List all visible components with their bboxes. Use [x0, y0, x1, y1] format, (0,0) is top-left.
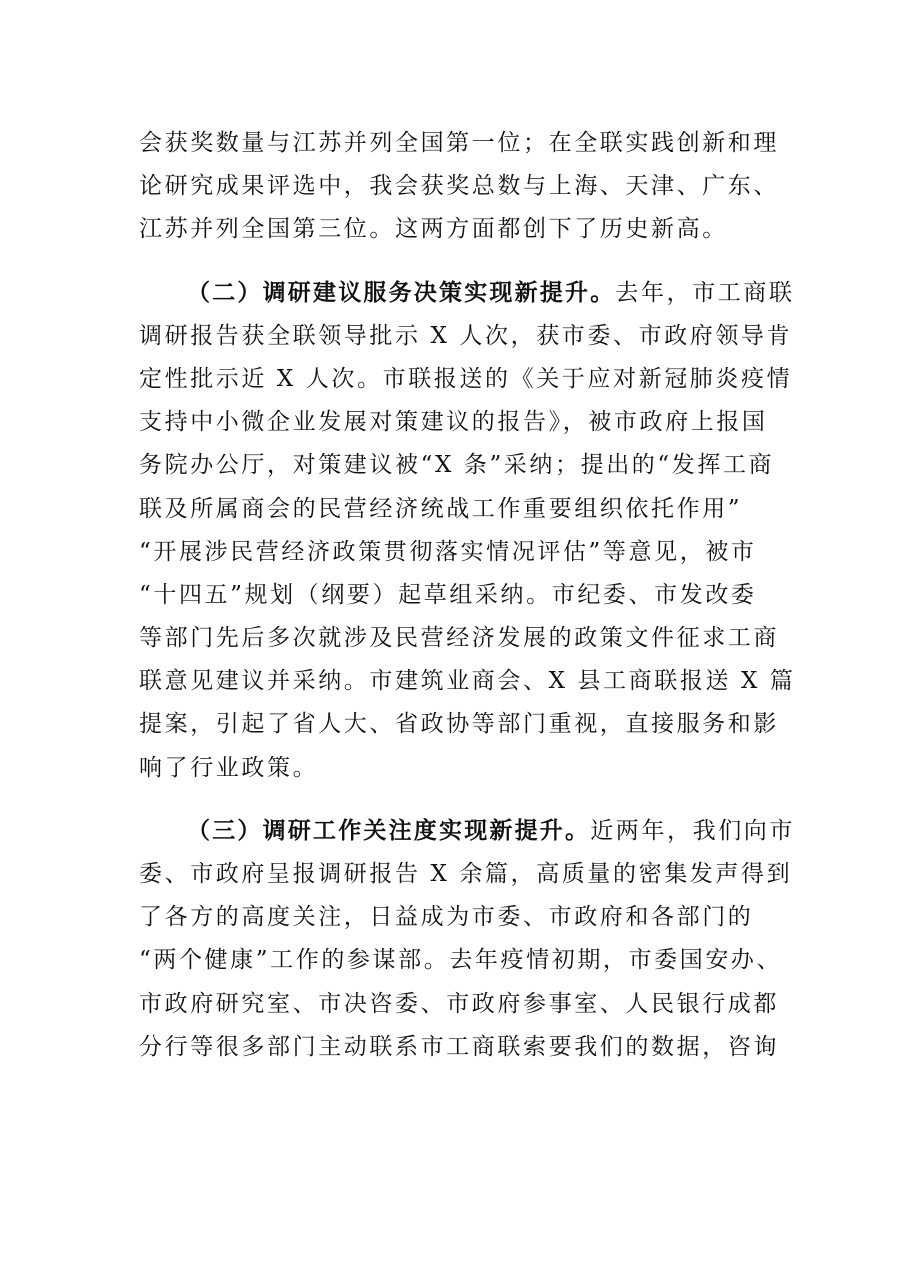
- paragraph-3-line-2: 委、市政府呈报调研报告 X 余篇，高质量的密集发声得到: [139, 861, 793, 887]
- paragraph-1-line-3: 江苏并列全国第三位。这两方面都创下了历史新高。: [139, 216, 728, 243]
- paragraph-2-line-10: 联意见建议并采纳。市建筑业商会、X 县工商联报送 X 篇: [139, 668, 796, 695]
- paragraph-2-line-11: 提案，引起了省人大、省政协等部门重视，直接服务和影: [139, 711, 779, 738]
- paragraph-3-line-3: 了各方的高度关注，日益成为市委、市政府和各部门的: [139, 904, 754, 931]
- paragraph-2-heading: （二）调研建议服务决策实现新提升。: [187, 279, 616, 306]
- paragraph-2-line-3: 定性批示近 X 人次。市联报送的《关于应对新冠肺炎疫情: [139, 365, 793, 392]
- paragraph-2-line-8: “十四五”规划（纲要）起草组采纳。市纪委、市发改委: [139, 581, 757, 608]
- paragraph-2-line-7: “开展涉民营经济政策贯彻落实情况评估”等意见，被市: [139, 538, 757, 565]
- paragraph-gap: [139, 790, 779, 810]
- paragraph-2-line-9: 等部门先后多次就涉及民营经济发展的政策文件征求工商: [139, 625, 779, 652]
- paragraph-1-line-1: 会获奖数量与江苏并列全国第一位；在全联实践创新和理: [139, 130, 779, 156]
- paragraph-3-line-5: 市政府研究室、市决咨委、市政府参事室、人民银行成都: [139, 990, 779, 1017]
- paragraph-3-line-4: “两个健康”工作的参谋部。去年疫情初期，市委国安办、: [139, 947, 783, 974]
- paragraph-2-line-12: 响了行业政策。: [139, 754, 319, 781]
- paragraph-gap: [139, 252, 779, 272]
- paragraph-2-line-4: 支持中小微企业发展对策建议的报告》，被市政府上报国: [139, 409, 768, 436]
- paragraph-2-line-2: 调研报告获全联领导批示 X 人次，获市委、市政府领导肯: [139, 322, 793, 349]
- paragraph-2-line-6: 联及所属商会的民营经济统战工作重要组织依托作用”: [139, 495, 743, 522]
- paragraph-1-line-2: 论研究成果评选中，我会获奖总数与上海、天津、广东、: [139, 173, 779, 200]
- paragraph-3-heading: （三）调研工作关注度实现新提升。: [187, 817, 591, 844]
- paragraph-3-line-1: [139, 810, 796, 853]
- paragraph-2-line-1-text: 去年，市工商联: [615, 279, 795, 306]
- paragraph-3-line-1-text: 近两年，我们向市: [590, 817, 796, 844]
- paragraph-3-line-6: 分行等很多部门主动联系市工商联索要我们的数据，咨询: [139, 1033, 779, 1060]
- paragraph-3: [139, 810, 796, 1069]
- paragraph-1: [139, 122, 779, 252]
- paragraph-2-line-5: 务院办公厅，对策建议被“X 条”采纳；提出的“发挥工商: [139, 452, 775, 479]
- paragraph-2: [139, 272, 796, 790]
- paragraph-2-line-1: [139, 272, 795, 315]
- document-body: [139, 122, 796, 1069]
